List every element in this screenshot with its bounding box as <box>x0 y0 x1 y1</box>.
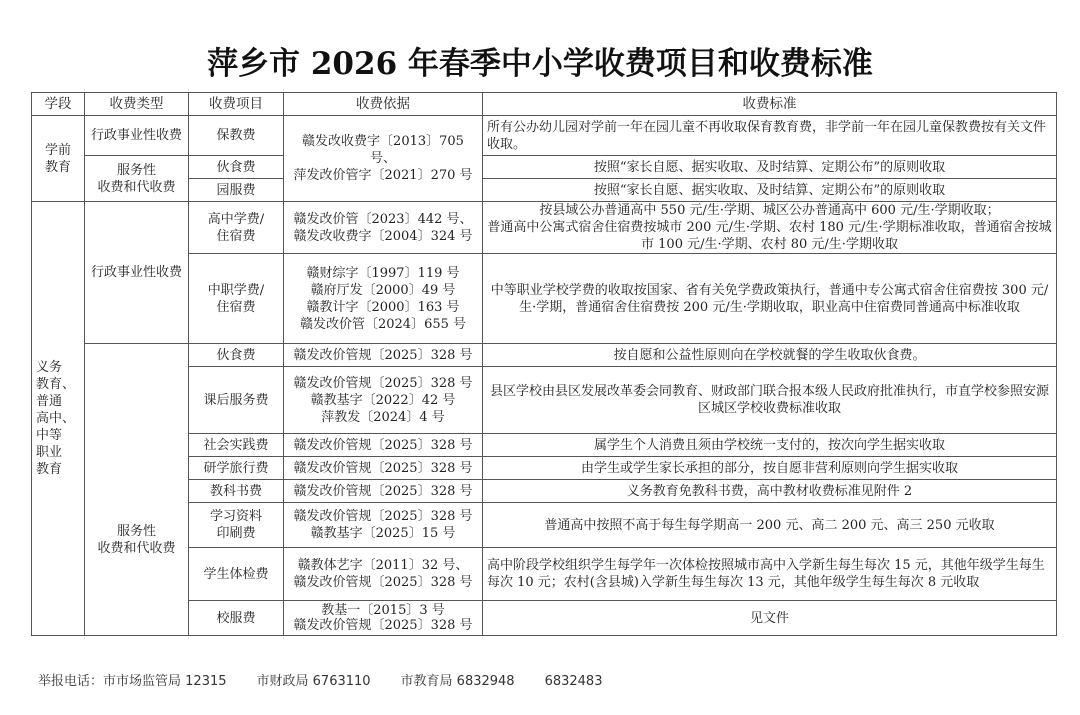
fee-item-cell: 高中学费/ 住宿费 <box>189 202 284 254</box>
fee-type-cell: 服务性 收费和代收费 <box>85 156 189 202</box>
fee-item-cell: 伙食费 <box>189 156 284 179</box>
fee-item-cell: 学习资料 印刷费 <box>189 503 284 548</box>
standard-cell: 高中阶段学校组织学生每学年一次体检按照城市高中入学新生每生每次 15 元，其他年级学生每生每次 10 元；农村(含县城)入学新生每生每次 13 元，其他年级学生每生每次 8 元收取 <box>483 548 1057 601</box>
standard-cell: 见文件 <box>483 601 1057 636</box>
basis-cell: 赣发改价管规〔2025〕328 号 赣教基字〔2025〕15 号 <box>284 503 483 548</box>
header-standard: 收费标准 <box>483 93 1057 116</box>
stage-cell: 学前 教育 <box>32 116 85 202</box>
basis-cell: 赣发改收费字〔2013〕705 号、 萍发改价管字〔2021〕270 号 <box>284 116 483 202</box>
standard-cell: 由学生或学生家长承担的部分，按自愿非营利原则向学生据实收取 <box>483 457 1057 480</box>
standard-cell: 按照“家长自愿、据实收取、及时结算、定期公布”的原则收取 <box>483 156 1057 179</box>
basis-cell: 赣发改价管〔2023〕442 号、 赣发改收费字〔2004〕324 号 <box>284 202 483 254</box>
hotline-education-bureau-alt: 6832483 <box>544 674 603 689</box>
fee-item-cell: 教科书费 <box>189 480 284 503</box>
fee-item-cell: 中职学费/ 住宿费 <box>189 254 284 344</box>
standard-cell: 普通高中按照不高于每生每学期高一 200 元、高二 200 元、高三 250 元收取 <box>483 503 1057 548</box>
basis-cell: 赣发改价管规〔2025〕328 号 <box>284 344 483 367</box>
page-title: 萍乡市 2026 年春季中小学收费项目和收费标准 <box>207 46 873 82</box>
basis-cell: 赣发改价管规〔2025〕328 号 <box>284 434 483 457</box>
fee-item-cell: 伙食费 <box>189 344 284 367</box>
fee-item-cell: 校服费 <box>189 601 284 636</box>
fee-item-cell: 园服费 <box>189 179 284 202</box>
fee-item-cell: 保教费 <box>189 116 284 156</box>
table-row <box>32 344 1057 367</box>
standard-cell: 属学生个人消费且须由学校统一支付的，按次向学生据实收取 <box>483 434 1057 457</box>
table-row <box>32 116 1057 156</box>
basis-cell: 赣发改价管规〔2025〕328 号 赣教基字〔2022〕42 号 萍教发〔2024〕4 号 <box>284 367 483 434</box>
basis-cell: 赣教体艺字〔2011〕32 号、 赣发改价管规〔2025〕328 号 <box>284 548 483 601</box>
basis-cell: 赣发改价管规〔2025〕328 号 <box>284 457 483 480</box>
standard-cell: 按自愿和公益性原则向在学校就餐的学生收取伙食费。 <box>483 344 1057 367</box>
table-row <box>32 156 1057 179</box>
hotline-education-bureau: 市教育局 6832948 <box>400 674 515 689</box>
standard-cell: 所有公办幼儿园对学前一年在园儿童不再收取保育教育费，非学前一年在园儿童保教费按有关文件收取。 <box>483 116 1057 156</box>
header-fee-type: 收费类型 <box>85 93 189 116</box>
hotline-label: 举报电话： <box>38 674 104 689</box>
standard-cell: 按县域公办普通高中 550 元/生·学期、城区公办普通高中 600 元/生·学期收取； 普通高中公寓式宿舍住宿费按城市 200 元/生·学期、农村 180 元/生·学期标准收取，普通宿舍按城市 100 元/生·学期、农村 80 元/生·学期收取 <box>483 202 1057 254</box>
fee-item-cell: 课后服务费 <box>189 367 284 434</box>
header-basis: 收费依据 <box>284 93 483 116</box>
header-stage: 学段 <box>32 93 85 116</box>
fee-type-cell: 行政事业性收费 <box>85 202 189 344</box>
stage-cell: 义务 教育、 普通 高中、 中等 职业 教育 <box>32 202 85 636</box>
table-header-row <box>32 93 1057 116</box>
fee-table <box>31 92 1057 636</box>
fee-item-cell: 学生体检费 <box>189 548 284 601</box>
report-hotline <box>38 670 632 689</box>
table-row <box>32 202 1057 254</box>
standard-cell: 按照“家长自愿、据实收取、及时结算、定期公布”的原则收取 <box>483 179 1057 202</box>
fee-type-cell: 服务性 收费和代收费 <box>85 344 189 636</box>
basis-cell: 教基一〔2015〕3 号 赣发改价管规〔2025〕328 号 <box>284 601 483 636</box>
fee-item-cell: 社会实践费 <box>189 434 284 457</box>
standard-cell: 县区学校由县区发展改革委会同教育、财政部门联合报本级人民政府批准执行，市直学校参照安源区城区学校收费标准收取 <box>483 367 1057 434</box>
hotline-finance-bureau: 市财政局 6763110 <box>256 674 371 689</box>
standard-cell: 义务教育免教科书费，高中教材收费标准见附件 2 <box>483 480 1057 503</box>
fee-item-cell: 研学旅行费 <box>189 457 284 480</box>
basis-cell: 赣发改价管规〔2025〕328 号 <box>284 480 483 503</box>
hotline-market-regulation: 市市场监管局 12315 <box>103 674 227 689</box>
standard-cell: 中等职业学校学费的收取按国家、省有关免学费政策执行，普通中专公寓式宿舍住宿费按 300 元/生·学期，普通宿舍住宿费按 200 元/生·学期收取，职业高中住宿费同普通高中标准收取 <box>483 254 1057 344</box>
fee-type-cell: 行政事业性收费 <box>85 116 189 156</box>
basis-cell: 赣财综字〔1997〕119 号 赣府厅发〔2000〕49 号 赣教计字〔2000〕163 号 赣发改价管〔2024〕655 号 <box>284 254 483 344</box>
header-fee-item: 收费项目 <box>189 93 284 116</box>
